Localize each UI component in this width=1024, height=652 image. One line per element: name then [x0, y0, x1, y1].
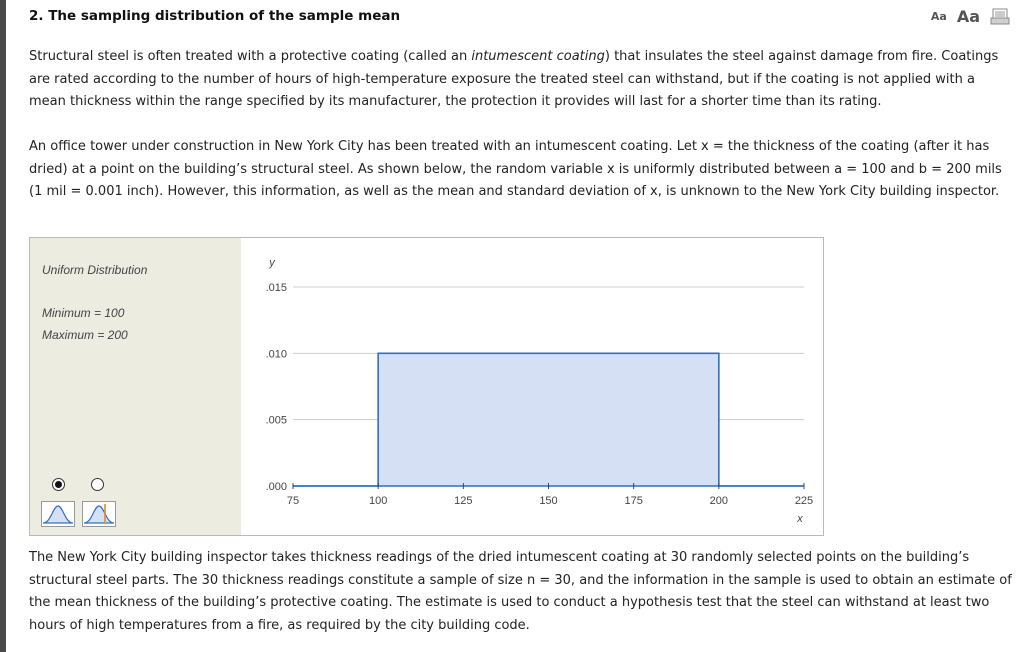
distribution-info-panel — [30, 238, 241, 535]
bell-curve-icon[interactable] — [41, 501, 75, 527]
left-edge-bar — [0, 0, 6, 652]
intro-paragraph-2: An office tower under construction in New York City has been treated with an intumescent coating. Let x = the thickness of the coating (after it has dried) at a point on the building’s structural steel. As shown below, the random variable x is uniformly distributed between a = 100 and b = 200 mils (1 mil = 0.001 inch). However, this information, as well as the mean and standard deviation of x, is unknown to the New York City building inspector. — [29, 139, 1002, 199]
print-icon[interactable] — [990, 8, 1010, 26]
text-run: Structural steel is often treated with a protective coating (called an — [29, 49, 472, 64]
emphasis-term: intumescent coating — [471, 49, 605, 64]
x-tick-label: 100 — [368, 495, 388, 507]
text-run: ) that insulates the steel against damage from fire. Coatings are rated according to the number of hours of high-temperature exposure the treated steel can withstand, but if the coating is not applied with a mean thickness within the range specified by its manufacturer, the protection it provides will last for a shorter time than its rating. — [29, 49, 999, 109]
intro-paragraph-3: The New York City building inspector takes thickness readings of the dried intumescent coating at 30 randomly selected points on the building’s structural steel parts. The 30 thickness readings constitute a sample of size n = 30, and the information in the sample is used to obtain an estimate of the mean thickness of the building’s protective coating. The estimate is used to conduct a hypothesis test that the steel can withstand at least two hours of high temperatures from a fire, as required by the city building code. — [29, 550, 1012, 633]
y-tick-label: .015 — [265, 282, 287, 294]
x-axis-label: x — [797, 513, 803, 525]
intro-paragraph-1 — [29, 46, 1013, 114]
uniform-distribution-chart — [241, 238, 823, 535]
x-tick-label: 125 — [454, 495, 473, 507]
font-size-large-button[interactable]: Aa — [956, 7, 980, 26]
distribution-name: Uniform Distribution — [42, 263, 148, 277]
y-tick-label: .005 — [265, 414, 287, 427]
toolbar — [931, 7, 1010, 26]
page-title: 2. The sampling distribution of the sample mean — [29, 8, 401, 24]
x-tick-label: 225 — [794, 495, 814, 507]
maximum-label: Maximum = 200 — [42, 328, 128, 342]
minimum-label: Minimum = 100 — [42, 306, 125, 320]
font-size-small-button[interactable]: Aa — [930, 10, 947, 23]
x-tick-label: 75 — [286, 495, 300, 507]
x-tick-label: 200 — [709, 495, 729, 507]
x-tick-label: 150 — [539, 495, 558, 507]
radio-normal-view[interactable] — [52, 478, 65, 491]
y-tick-label: .000 — [265, 481, 287, 493]
x-tick-label: 175 — [624, 495, 643, 507]
bell-curve-marker-icon[interactable] — [82, 501, 116, 527]
y-tick-label: .010 — [265, 348, 287, 361]
radio-marker-view[interactable] — [91, 478, 104, 491]
y-axis-label: y — [269, 257, 275, 269]
distribution-widget — [29, 237, 824, 536]
